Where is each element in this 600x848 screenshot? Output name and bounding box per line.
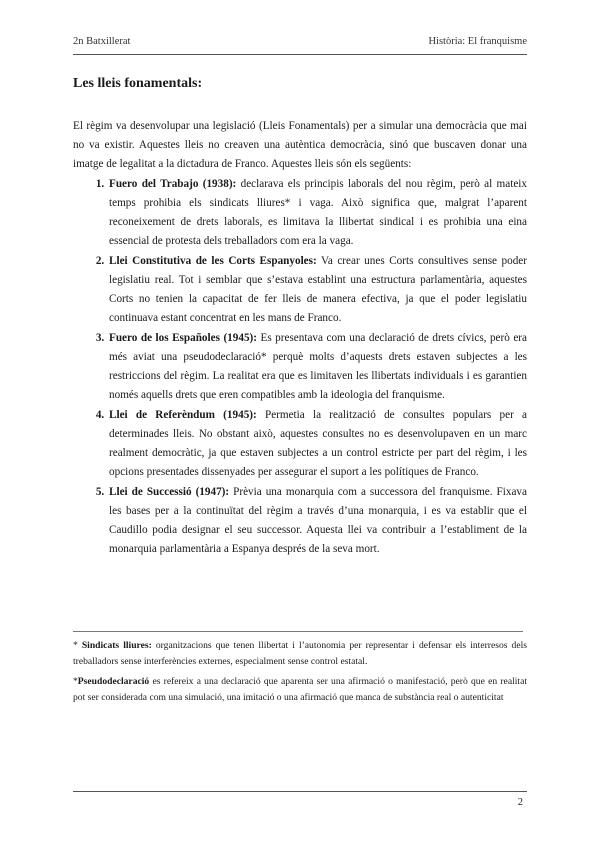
footnote-sindicats-lliures [73, 638, 527, 670]
law-description: Va crear unes Corts consultives sense poder legislatiu real. Tot i semblar que s’estava establint una estructura parlamentària, aquestes Corts no tenien la capacitat de fer lleis de manera efectiva, ja que el poder legislatiu continuava estant concentrat en les mans de Franco. [109, 255, 527, 324]
footnote-divider [73, 631, 523, 632]
law-item-corts-espanyoles [107, 252, 527, 328]
law-item-llei-de-referendum [107, 406, 527, 482]
law-name: Fuero de los Españoles (1945): [109, 332, 257, 344]
footer-divider [73, 791, 527, 792]
intro-paragraph: El règim va desenvolupar una legislació (Lleis Fonamentals) per a simular una democràcia que mai no va existir. Aquestes lleis no creaven una autèntica democràcia, sinó que buscaven donar una imatge de legalitat a la dictadura de Franco. Aquestes lleis són els següents: [73, 120, 527, 170]
footnote-pseudodeclaracio [73, 674, 527, 706]
law-item-fuero-de-los-espanoles [107, 329, 527, 405]
law-name: Fuero del Trabajo (1938): [109, 178, 237, 190]
page-number: 2 [517, 797, 523, 808]
header-divider [73, 54, 527, 55]
footnote-marker: * [73, 640, 82, 651]
footnote-term: Pseudodeclaració [77, 676, 150, 687]
footnote-term: Sindicats lliures: [81, 640, 152, 651]
law-name: Llei de Successió (1947): [109, 486, 230, 498]
law-description: Es presentava com una declaració de drets cívics, però era més aviat una pseudodeclaració* perquè molts d’aquests drets estaven subjectes a les restriccions del règim. La realitat era que es limitaven les llibertats individuals i es garantien només aquells drets que eren compatibles amb la ideologia del franquisme. [109, 332, 527, 401]
laws-list [73, 175, 527, 559]
page-header [73, 36, 527, 47]
law-item-fuero-del-trabajo [107, 175, 527, 251]
footnote-text: es refereix a una declaració que aparenta ser una afirmació o manifestació, però que en realitat pot ser considerada com una simulació, una imitació o una afirmació que manca de substància real o autenticitat [73, 676, 527, 703]
section-title: Les lleis fonamentals: [73, 76, 203, 91]
header-course: 2n Batxillerat [73, 36, 131, 47]
header-subject: Història: El franquisme [428, 36, 527, 47]
law-description: Permetia la realització de consultes populars per a determinades lleis. No obstant això, aquestes consultes no es desenvolupaven en un marc realment democràtic, ja que estaven subjectes a un control estricte per part del règim, i les opcions presentades dissenyades per assegurar el suport a les polítiques de Franco. [109, 409, 527, 478]
law-description: Prèvia una monarquia com a successora del franquisme. Fixava les bases per a la continuïtat del règim a través d’una monarquia, i es va establir que el Caudillo podia designar el seu successor. Aquesta llei va contribuir a l’establiment de la monarquia parlamentària a Espanya després de la seva mort. [109, 486, 527, 555]
footnote-marker: * [73, 676, 78, 687]
law-description: declarava els principis laborals del nou règim, però al mateix temps prohibia els sindicats lliures* i vaga. Això significa que, malgrat l’aparent reconeixement de drets laborals, es limitava la llibertat sindical i es prohibia una eina essencial de protesta dels treballadors com era la vaga. [109, 178, 527, 247]
footnotes [73, 638, 527, 710]
law-item-llei-de-successio [107, 483, 527, 559]
law-name: Llei Constitutiva de les Corts Espanyoles: [109, 255, 317, 267]
main-content [73, 117, 527, 560]
footnote-text: organitzacions que tenen llibertat i l’autonomia per representar i defensar els interresos dels treballadors sense interferències externes, especialment sense control estatal. [73, 640, 527, 667]
law-name: Llei de Referèndum (1945): [109, 409, 257, 421]
